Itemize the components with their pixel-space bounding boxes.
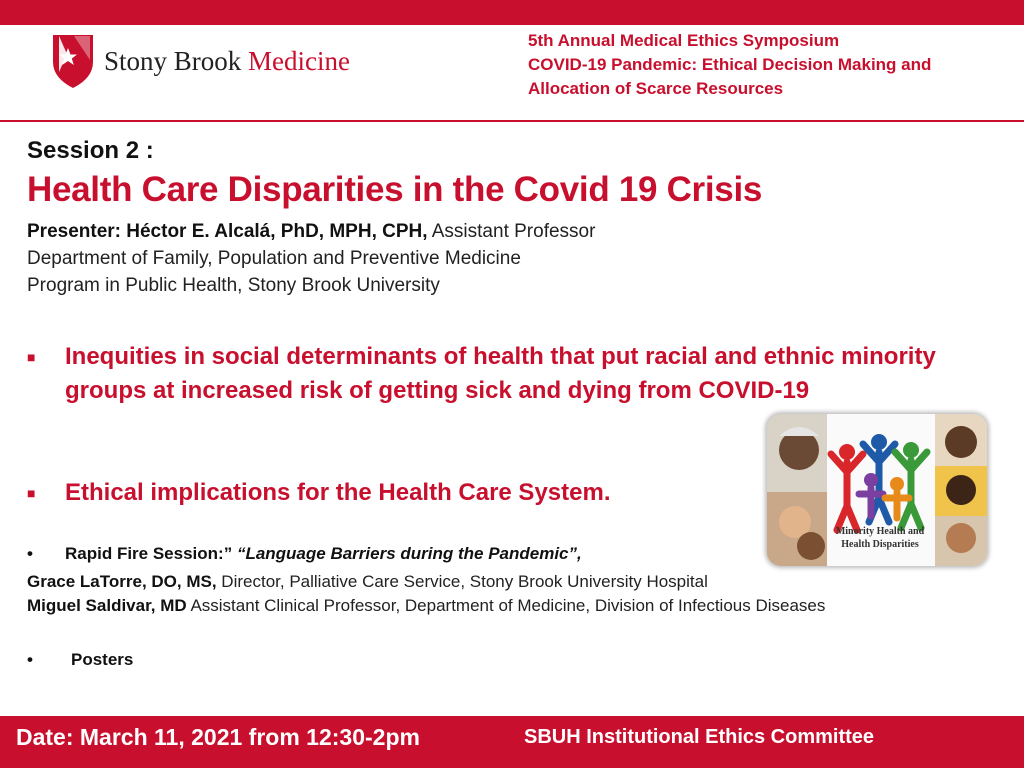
event-date: Date: March 11, 2021 from 12:30-2pm	[16, 724, 420, 750]
symposium-line: 5th Annual Medical Ethics Symposium	[528, 31, 840, 50]
logo-suffix: Medicine	[248, 45, 350, 76]
presenter-program: Program in Public Health, Stony Brook University	[27, 275, 440, 296]
top-band	[0, 0, 1024, 25]
posters-item	[27, 650, 133, 670]
square-bullet-icon: ■	[27, 485, 36, 501]
logo-wordmark	[104, 46, 350, 77]
bullet-text: Inequities in social determinants of health that put racial and ethnic minority groups at increased risk of getting sick and dying from COVID-19	[65, 343, 936, 404]
square-bullet-icon: ■	[27, 349, 36, 365]
bullet-item	[27, 476, 787, 510]
session-label: Session 2 :	[27, 137, 154, 164]
speaker-role: Director, Palliative Care Service, Stony Brook University Hospital	[216, 572, 708, 591]
bullet-text: Ethical implications for the Health Care System.	[65, 479, 611, 506]
presenter-role: Assistant Professor	[427, 221, 596, 242]
header-divider	[0, 120, 1024, 122]
symposium-line: Allocation of Scarce Resources	[528, 79, 784, 98]
session-title: Health Care Disparities in the Covid 19 Crisis	[27, 170, 763, 209]
speaker-line	[27, 570, 825, 594]
speaker-line	[27, 594, 825, 618]
bullet-item	[27, 340, 977, 408]
stony-brook-logo	[50, 32, 350, 90]
people-collage-icon	[767, 414, 987, 566]
speaker-name: Grace LaTorre, DO, MS,	[27, 572, 217, 591]
image-caption-line: Health Disparities	[841, 539, 919, 550]
symposium-line: COVID-19 Pandemic: Ethical Decision Making and	[528, 55, 932, 74]
round-bullet-icon: •	[27, 544, 33, 563]
symposium-title	[528, 29, 1018, 101]
posters-label: Posters	[71, 650, 134, 669]
image-caption-line: Minority Health and	[835, 526, 925, 537]
presenter-block	[27, 218, 595, 299]
footer-bar	[0, 716, 1024, 768]
round-bullet-icon: •	[27, 650, 33, 669]
speaker-name: Miguel Saldivar, MD	[27, 596, 187, 615]
logo-name: Stony Brook	[104, 45, 242, 76]
shield-star-icon	[50, 32, 96, 90]
presenter-name: Presenter: Héctor E. Alcalá, PhD, MPH, CPH,	[27, 221, 428, 242]
committee-name: SBUH Institutional Ethics Committee	[524, 726, 875, 748]
speaker-role: Assistant Clinical Professor, Department of Medicine, Division of Infectious Diseases	[186, 596, 826, 615]
rapid-fire-talk: “Language Barriers during the Pandemic”,	[236, 544, 582, 563]
presenter-department: Department of Family, Population and Preventive Medicine	[27, 248, 521, 269]
rapid-fire-label: Rapid Fire Session:”	[65, 544, 233, 563]
speakers-block	[27, 570, 825, 618]
rapid-fire-session	[27, 544, 582, 564]
presenter-line	[27, 218, 595, 245]
minority-health-image	[767, 414, 987, 566]
